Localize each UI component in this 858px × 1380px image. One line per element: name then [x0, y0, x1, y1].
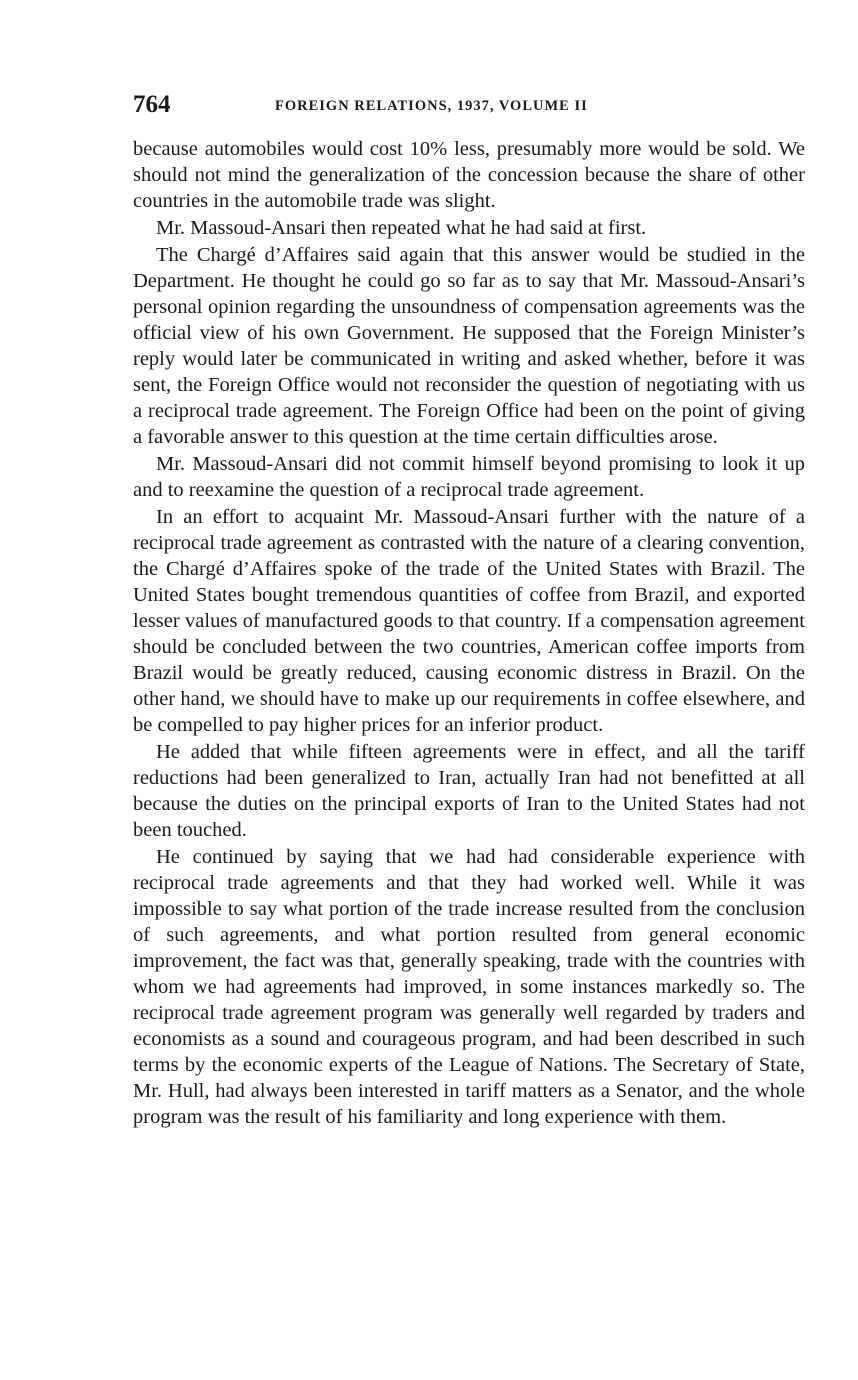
body-text [133, 136, 805, 1130]
paragraph: The Chargé d’Affaires said again that this answer would be studied in the Department. He thought he could go so far as to say that Mr. Massoud-Ansari’s personal opinion regarding the unsoundness of compensation agreements was the official view of his own Government. He supposed that the Foreign Minister’s reply would later be communicated in writing and asked whether, before it was sent, the Foreign Office would not reconsider the question of negotiating with us a reciprocal trade agreement. The Foreign Office had been on the point of giving a favorable answer to this question at the time certain difficulties arose. [133, 244, 805, 448]
paragraph: Mr. Massoud-Ansari did not commit himself beyond promising to look it up and to reexamine the question of a reciprocal trade agreement. [133, 453, 805, 501]
document-page [133, 90, 805, 1131]
page-number: 764 [133, 91, 171, 118]
paragraph: He added that while fifteen agreements were in effect, and all the tariff reductions had been generalized to Iran, actually Iran had not benefitted at all because the duties on the principal exports of Iran to the United States had not been touched. [133, 741, 805, 841]
paragraph: In an effort to acquaint Mr. Massoud-Ansari further with the nature of a reciprocal trade agreement as contrasted with the nature of a clearing convention, the Chargé d’Affaires spoke of the trade of the United States with Brazil. The United States bought tremendous quantities of coffee from Brazil, and exported lesser values of manufactured goods to that country. If a compensation agreement should be concluded between the two countries, American coffee imports from Brazil would be greatly reduced, causing economic distress in Brazil. On the other hand, we should have to make up our requirements in coffee elsewhere, and be compelled to pay higher prices for an inferior product. [133, 506, 805, 736]
running-head: FOREIGN RELATIONS, 1937, VOLUME II [275, 98, 588, 114]
page-header [133, 90, 805, 124]
paragraph: He continued by saying that we had had considerable experience with reciprocal trade agreements and that they had worked well. While it was impossible to say what portion of the trade increase resulted from the conclusion of such agreements, and what portion resulted from general economic improvement, the fact was that, generally speaking, trade with the countries with whom we had agreements had improved, in some instances markedly so. The reciprocal trade agreement program was generally well regarded by traders and economists as a sound and courageous program, and had been described in such terms by the economic experts of the League of Nations. The Secretary of State, Mr. Hull, had always been interested in tariff matters as a Senator, and the whole program was the result of his familiarity and long experience with them. [133, 846, 805, 1128]
paragraph: Mr. Massoud-Ansari then repeated what he had said at first. [156, 217, 647, 239]
paragraph-continued: because automobiles would cost 10% less, presumably more would be sold. We should not mind the generalization of the concession because the share of other countries in the automobile trade was slight. [133, 138, 805, 212]
